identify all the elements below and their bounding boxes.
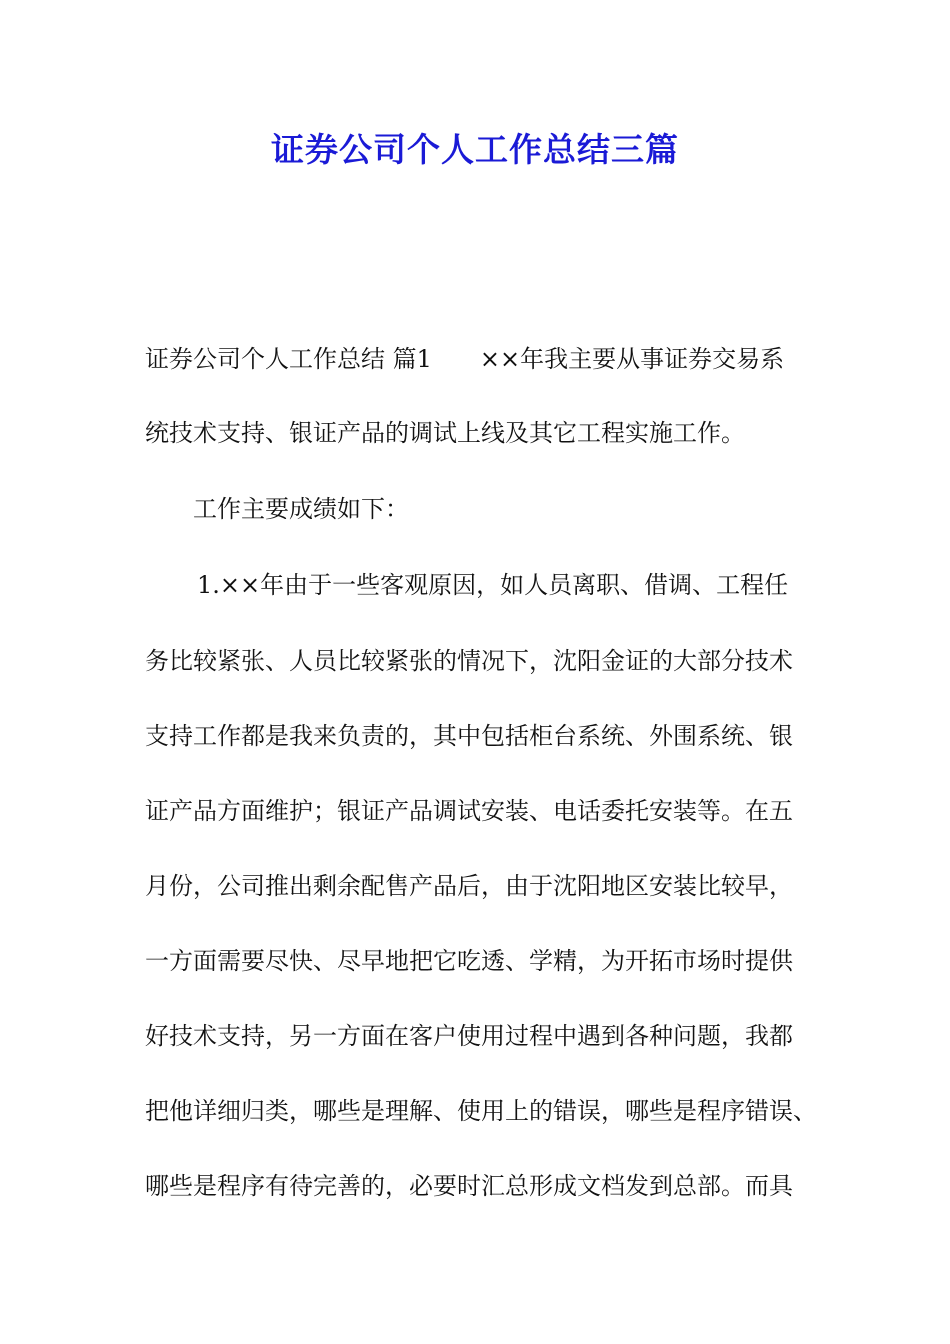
paragraph-line: 统技术支持、银证产品的调试上线及其它工程实施工作。 [145, 419, 745, 447]
paragraph-text: ××年我主要从事证券交易系 [479, 345, 785, 373]
section-heading: 证券公司个人工作总结 篇1 [145, 345, 432, 373]
paragraph-line: 工作主要成绩如下： [193, 495, 409, 523]
paragraph-line: 好技术支持，另一方面在客户使用过程中遇到各种问题，我都 [145, 1022, 793, 1050]
paragraph-line: 务比较紧张、人员比较紧张的情况下，沈阳金证的大部分技术 [145, 647, 793, 675]
paragraph-line: 一方面需要尽快、尽早地把它吃透、学精，为开拓市场时提供 [145, 947, 793, 975]
paragraph-line: 1.××年由于一些客观原因，如人员离职、借调、工程任 [197, 571, 789, 599]
paragraph-line: 哪些是程序有待完善的，必要时汇总形成文档发到总部。而具 [145, 1172, 793, 1200]
paragraph-line: 证产品方面维护；银证产品调试安装、电话委托安装等。在五 [145, 797, 793, 825]
paragraph-line: 支持工作都是我来负责的，其中包括柜台系统、外围系统、银 [145, 722, 793, 750]
paragraph-line: 月份，公司推出剩余配售产品后，由于沈阳地区安装比较早， [145, 872, 793, 900]
paragraph-line [145, 341, 845, 377]
document-title: 证券公司个人工作总结三篇 [271, 130, 679, 169]
paragraph-line: 把他详细归类，哪些是理解、使用上的错误，哪些是程序错误、 [145, 1097, 817, 1125]
